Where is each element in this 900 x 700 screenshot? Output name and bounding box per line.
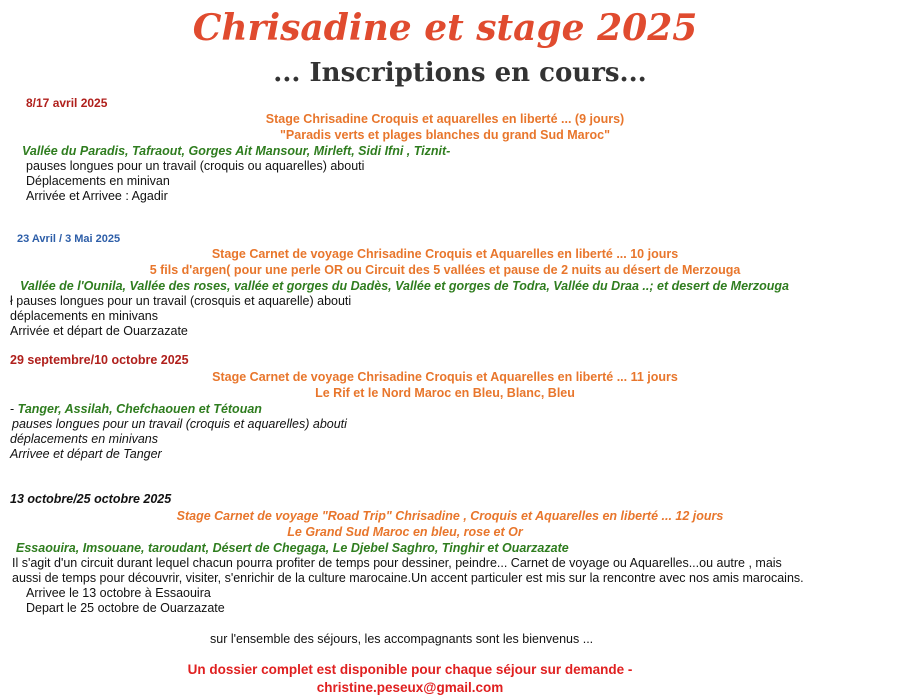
stage-2-places: Vallée de l'Ounila, Vallée des roses, vallée et gorges du Dadès, Vallée et gorges de Todra, Vallée du Draa ..; et desert de Merzouga bbox=[20, 279, 789, 293]
stage-3-subheading: Le Rif et le Nord Maroc en Bleu, Blanc, Bleu bbox=[315, 386, 575, 400]
stage-3-line-3: Arrivee et départ de Tanger bbox=[10, 447, 162, 461]
stage-3-places-row bbox=[10, 402, 262, 417]
stage-4-desc-2: aussi de temps pour découvrir, visiter, s'enrichir de la culture marocaine.Un accent particuler est mis sur la rencontre avec nos amis marocains. bbox=[12, 571, 804, 585]
stage-4-line-1: Arrivee le 13 octobre à Essaouira bbox=[26, 586, 211, 600]
stage-3-places-prefix: - bbox=[10, 402, 15, 416]
stage-2-subheading: 5 fils d'argen( pour une perle OR ou Circuit des 5 vallées et pause de 2 nuits au désert de Merzouga bbox=[149, 263, 741, 277]
companions-note: sur l'ensemble des séjours, les accompagnants sont les bienvenus ... bbox=[210, 632, 594, 646]
dossier-note: Un dossier complet est disponible pour chaque séjour sur demande - bbox=[187, 662, 633, 677]
page-title: Chrisadine et stage 2025 bbox=[192, 7, 698, 49]
stage-1-line-2: Déplacements en minivan bbox=[26, 174, 170, 188]
stage-2-line-3: Arrivée et départ de Ouarzazate bbox=[10, 324, 188, 338]
stage-3-places: Tanger, Assilah, Chefchaouen et Tétouan bbox=[17, 402, 262, 416]
page-subtitle: ... Inscriptions en cours... bbox=[273, 58, 647, 88]
stage-1-places: Vallée du Paradis, Tafraout, Gorges Ait Mansour, Mirleft, Sidi Ifni , Tiznit- bbox=[22, 144, 451, 158]
contact-email[interactable]: christine.peseux@gmail.com bbox=[316, 680, 504, 695]
stage-2-heading: Stage Carnet de voyage Chrisadine Croquis et Aquarelles en liberté ... 10 jours bbox=[211, 247, 679, 261]
stage-1-line-1: pauses longues pour un travail (croquis ou aquarelles) abouti bbox=[26, 159, 365, 173]
stage-4-desc-1: Il s'agit d'un circuit durant lequel chacun pourra profiter de temps pour dessiner, peindre... Carnet de voyage ou Aquarelles...ou autre , mais bbox=[12, 556, 782, 570]
stage-2-line-2: déplacements en minivans bbox=[10, 309, 158, 323]
stage-1-subheading: "Paradis verts et plages blanches du grand Sud Maroc" bbox=[279, 128, 610, 142]
stage-4-subheading: Le Grand Sud Maroc en bleu, rose et Or bbox=[287, 525, 523, 539]
stage-1-line-3: Arrivée et Arrivee : Agadir bbox=[26, 189, 168, 203]
stage-1-heading: Stage Chrisadine Croquis et aquarelles en liberté ... (9 jours) bbox=[265, 112, 625, 126]
stage-3-heading: Stage Carnet de voyage Chrisadine Croquis et Aquarelles en liberté ... 11 jours bbox=[212, 370, 678, 384]
stage-4-date: 13 octobre/25 octobre 2025 bbox=[10, 492, 172, 506]
stage-2-date: 23 Avril / 3 Mai 2025 bbox=[17, 233, 121, 245]
stage-1-date: 8/17 avril 2025 bbox=[26, 96, 108, 110]
stage-3-line-1: pauses longues pour un travail (croquis et aquarelles) abouti bbox=[12, 417, 347, 431]
stage-4-heading: Stage Carnet de voyage "Road Trip" Chrisadine , Croquis et Aquarelles en liberté ... 12 jours bbox=[176, 509, 724, 523]
stage-3-date: 29 septembre/10 octobre 2025 bbox=[10, 353, 189, 367]
stage-4-places: Essaouira, Imsouane, taroudant, Désert de Chegaga, Le Djebel Saghro, Tinghir et Ouarzazate bbox=[16, 541, 569, 555]
stage-2-line-1: ł pauses longues pour un travail (crosquis et aquarelle) abouti bbox=[10, 294, 352, 308]
stage-4-line-2: Depart le 25 octobre de Ouarzazate bbox=[26, 601, 225, 615]
stage-3-line-2: déplacements en minivans bbox=[10, 432, 158, 446]
